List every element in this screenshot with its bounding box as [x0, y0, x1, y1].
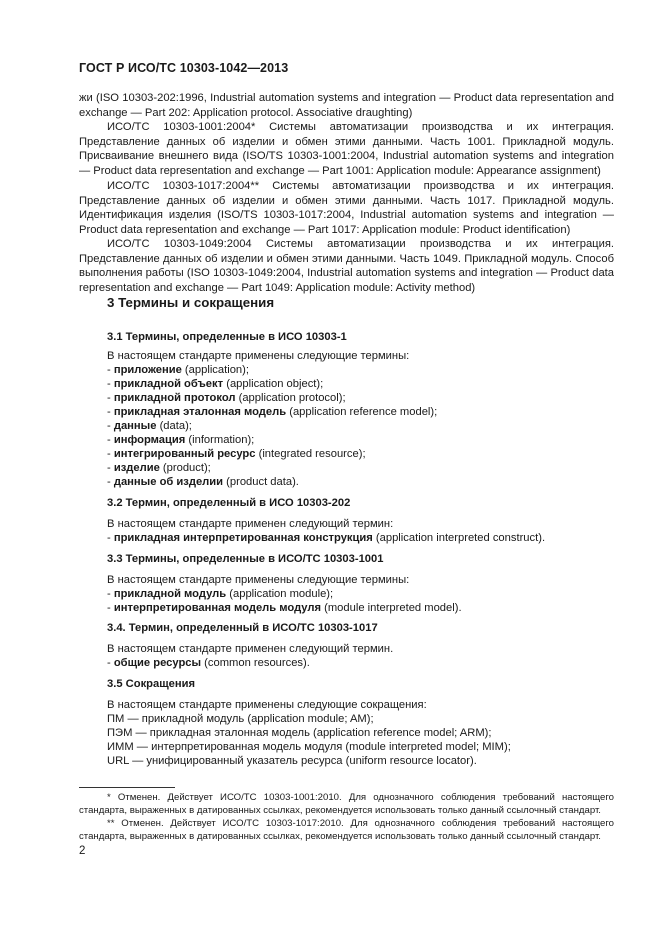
subsection-title: 3.4. Термин, определенный в ИСО/ТС 10303-1017: [107, 622, 378, 634]
term-item: - информация (information);: [107, 434, 255, 446]
section-title: 3 Термины и сокращения: [107, 295, 275, 310]
term-item: - прикладной модуль (application module);: [107, 588, 334, 600]
term-name: прикладная эталонная модель: [113, 406, 287, 418]
term-english: (common resources).: [201, 657, 310, 669]
term-item: - данные об изделии (product data).: [107, 476, 299, 488]
term-name: прикладной модуль: [113, 588, 227, 600]
term-english: (application protocol);: [235, 392, 346, 404]
term-item: - прикладная интерпретированная конструкция (application interpreted construct).: [107, 532, 546, 544]
term-english: (application module);: [226, 588, 334, 600]
subsection-intro: В настоящем стандарте применен следующий термин.: [107, 643, 394, 655]
term-item: - прикладной объект (application object);: [107, 378, 324, 390]
reference-paragraph: жи (ISO 10303-202:1996, Industrial automation systems and integration — Product data representation and exchange — Part 202: Application protocol. Associative draughting): [79, 92, 614, 119]
subsection-title: 3.2 Термин, определенный в ИСО 10303-202: [107, 497, 351, 509]
abbreviation-item: ПЭМ — прикладная эталонная модель (application reference model; ARM);: [107, 727, 492, 739]
term-item: - интегрированный ресурс (integrated resource);: [107, 448, 366, 460]
term-name: изделие: [113, 462, 160, 474]
subsection-title: 3.1 Термины, определенные в ИСО 10303-1: [107, 331, 347, 343]
document-header: ГОСТ Р ИСО/ТС 10303-1042—2013: [79, 61, 289, 75]
term-item: - прикладная эталонная модель (application reference model);: [107, 406, 438, 418]
term-name: интерпретированная модель модуля: [113, 602, 322, 614]
term-english: (application reference model);: [286, 406, 438, 418]
term-item: - приложение (application);: [107, 364, 249, 376]
term-english: (integrated resource);: [255, 448, 366, 460]
term-name: информация: [113, 434, 186, 446]
term-item: - интерпретированная модель модуля (module interpreted model).: [107, 602, 462, 614]
term-english: (module interpreted model).: [321, 602, 462, 614]
abbreviation-item: ИММ — интерпретированная модель модуля (module interpreted model; MIM);: [107, 741, 511, 753]
term-name: прикладной протокол: [113, 392, 236, 404]
term-name: приложение: [113, 364, 182, 376]
subsection-intro: В настоящем стандарте применены следующие термины:: [107, 350, 410, 362]
footnote-divider: [79, 787, 175, 788]
term-name: данные: [113, 420, 157, 432]
subsection-title: 3.3 Термины, определенные в ИСО/ТС 10303-1001: [107, 553, 384, 565]
term-english: (product data).: [223, 476, 299, 488]
term-name: данные об изделии: [113, 476, 224, 488]
term-english: (application interpreted construct).: [372, 532, 546, 544]
term-name: общие ресурсы: [113, 657, 202, 669]
subsection-intro: В настоящем стандарте применен следующий термин:: [107, 518, 394, 530]
term-name: интегрированный ресурс: [113, 448, 256, 460]
term-item: - изделие (product);: [107, 462, 211, 474]
reference-paragraph: ИСО/ТС 10303-1049:2004 Системы автоматизации производства и их интеграция. Представление данных об изделии и обмен этими данными. Часть 1049. Прикладной модуль. Способ выполнения работы (ISO 10303-1049:2004, Industrial automation systems and integration — Product data representation and exchange — Part 1049: Application module: Activity method): [79, 238, 614, 294]
abbreviation-item: URL — унифицированный указатель ресурса (uniform resource locator).: [107, 755, 477, 767]
term-english: (information);: [185, 434, 255, 446]
term-item: - прикладной протокол (application protocol);: [107, 392, 346, 404]
footnote: * Отменен. Действует ИСО/ТС 10303-1001:2010. Для однозначного соблюдения требований настоящего стандарта, выраженных в датированных ссылках, рекомендуется использовать только данный ссылочный стандарт.: [79, 792, 614, 816]
term-english: (application);: [181, 364, 249, 376]
term-english: (product);: [159, 462, 211, 474]
page-number: 2: [79, 845, 86, 857]
abbreviation-item: ПМ — прикладной модуль (application module; AM);: [107, 713, 374, 725]
subsection-intro: В настоящем стандарте применены следующие термины:: [107, 574, 410, 586]
term-english: (application object);: [223, 378, 324, 390]
term-item: - данные (data);: [107, 420, 192, 432]
term-name: прикладная интерпретированная конструкция: [113, 532, 373, 544]
footnote: ** Отменен. Действует ИСО/ТС 10303-1017:2010. Для однозначного соблюдения требований настоящего стандарта, выраженных в датированных ссылках, рекомендуется использовать только данный ссылочный стандарт.: [79, 818, 614, 842]
reference-paragraph: ИСО/ТС 10303-1001:2004* Системы автоматизации производства и их интеграция. Представление данных об изделии и обмен этими данными. Часть 1001. Прикладной модуль. Присваивание внешнего вида (ISO/TS 10303-1001:2004, Industrial automation systems and integration — Product data representation and exchange — Part 1001: Application module: Appearance assignment): [79, 121, 614, 177]
subsection-intro: В настоящем стандарте применены следующие сокращения:: [107, 699, 427, 711]
term-name: прикладной объект: [113, 378, 224, 390]
reference-paragraph: ИСО/ТС 10303-1017:2004** Системы автоматизации производства и их интеграция. Представление данных об изделии и обмен этими данными. Часть 1017. Прикладной модуль. Идентификация изделия (ISO/TS 10303-1017:2004, Industrial automation systems and integration — Product data representation and exchange — Part 1017: Application module: Product identification): [79, 180, 614, 236]
term-item: - общие ресурсы (common resources).: [107, 657, 310, 669]
term-english: (data);: [156, 420, 192, 432]
subsection-title: 3.5 Сокращения: [107, 678, 196, 690]
